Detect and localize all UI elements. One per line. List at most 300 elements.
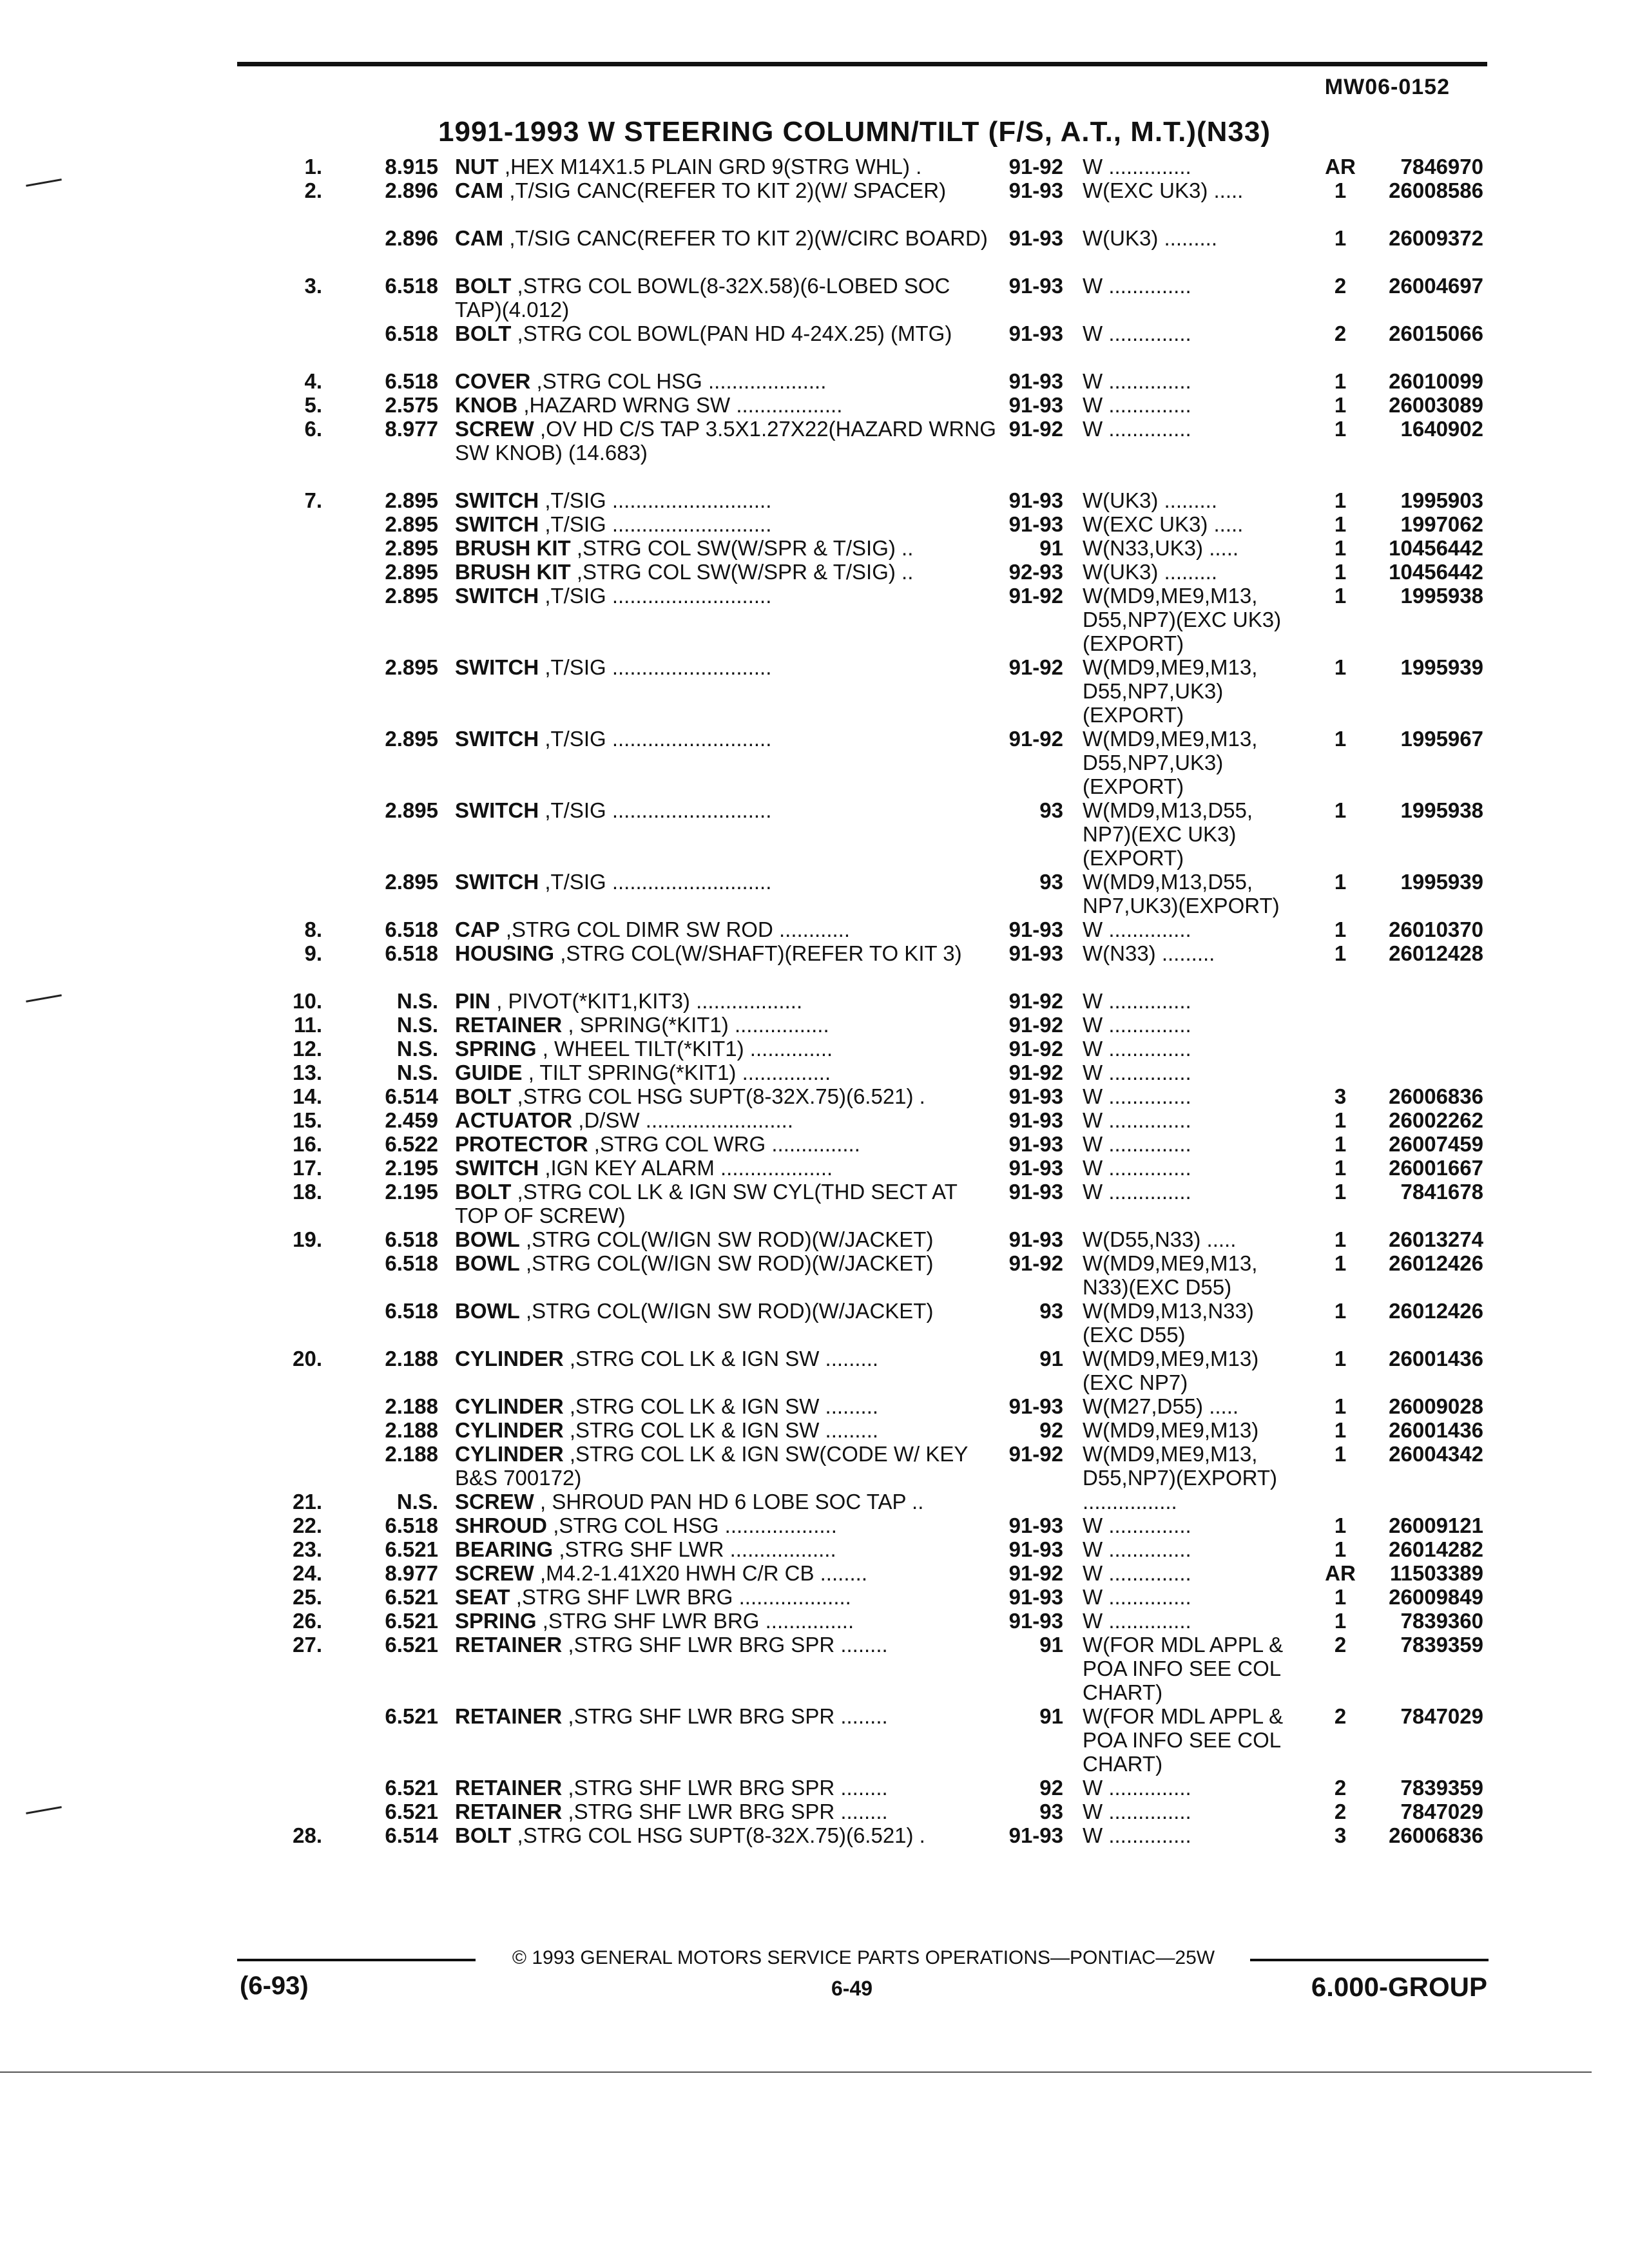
part-name: SWITCH [455, 727, 539, 751]
model-years: 91-92 [1008, 989, 1063, 1013]
model-application: W .............. [1083, 1156, 1191, 1180]
model-application: W .............. [1083, 1609, 1191, 1633]
item-number: 10. [293, 989, 322, 1013]
table-row [0, 1251, 1629, 1299]
part-detail: ,T/SIG ........................... [545, 798, 772, 822]
table-row [0, 274, 1629, 322]
table-row [0, 393, 1629, 417]
item-number: 27. [293, 1633, 322, 1657]
part-name: CYLINDER [455, 1442, 564, 1466]
part-detail: ,T/SIG CANC(REFER TO KIT 2)(W/CIRC BOARD) [509, 226, 988, 250]
table-row [0, 155, 1629, 178]
part-description [455, 369, 996, 393]
group-number: 2.188 [385, 1418, 438, 1442]
part-description [455, 989, 996, 1013]
part-number: 26012428 [1389, 941, 1483, 965]
quantity: 2 [1334, 274, 1347, 298]
group-number: 6.521 [385, 1585, 438, 1609]
table-row [0, 1561, 1629, 1585]
part-name: RETAINER [455, 1013, 563, 1037]
part-description [455, 1347, 996, 1370]
group-number: 2.195 [385, 1180, 438, 1204]
model-application: W .............. [1083, 1061, 1191, 1084]
part-description [455, 727, 996, 751]
part-description [455, 798, 996, 822]
quantity: 1 [1334, 1299, 1347, 1323]
model-years: 91-93 [1008, 1084, 1063, 1108]
model-application: W(EXC UK3) ..... [1083, 178, 1244, 202]
group-number: 2.895 [385, 584, 438, 608]
item-number: 5. [304, 393, 322, 417]
part-description [455, 1585, 996, 1609]
model-years: 92-93 [1008, 560, 1063, 584]
part-description [455, 1561, 996, 1585]
group-number: 2.895 [385, 560, 438, 584]
group-number: 6.521 [385, 1537, 438, 1561]
quantity: 1 [1334, 1394, 1347, 1418]
part-detail: ,IGN KEY ALARM ................... [545, 1156, 833, 1180]
group-number: 6.518 [385, 1227, 438, 1251]
item-number: 23. [293, 1537, 322, 1561]
group-number: 2.188 [385, 1347, 438, 1370]
footer-rule-right [1250, 1959, 1489, 1961]
part-description [455, 1418, 996, 1442]
model-years: 91-92 [1008, 1442, 1063, 1466]
model-years: 93 [1039, 798, 1063, 822]
model-application: W(MD9,ME9,M13, D55,NP7,UK3) (EXPORT) [1083, 727, 1258, 798]
group-number: N.S. [396, 1490, 438, 1514]
group-number: 8.915 [385, 155, 438, 178]
part-number: 7839359 [1400, 1633, 1483, 1657]
part-description [455, 1609, 996, 1633]
part-detail: , WHEEL TILT(*KIT1) .............. [542, 1037, 833, 1061]
item-number: 14. [293, 1084, 322, 1108]
part-number: 11503389 [1389, 1561, 1483, 1585]
quantity: 1 [1334, 417, 1347, 441]
item-number: 16. [293, 1132, 322, 1156]
part-name: PIN [455, 989, 491, 1013]
part-name: HOUSING [455, 941, 555, 965]
part-detail: ,STRG COL LK & IGN SW ......... [569, 1347, 879, 1370]
table-row [0, 1013, 1629, 1037]
model-application: W(UK3) ......... [1083, 226, 1218, 250]
part-description [455, 1132, 996, 1156]
item-number: 24. [293, 1561, 322, 1585]
item-number: 19. [293, 1227, 322, 1251]
part-number: 26013274 [1389, 1227, 1483, 1251]
item-number: 21. [293, 1490, 322, 1514]
model-application: W .............. [1083, 1013, 1191, 1037]
table-row [0, 798, 1629, 870]
part-number: 1640902 [1400, 417, 1483, 441]
model-years: 91 [1039, 1347, 1063, 1370]
page-number: 6-49 [831, 1977, 873, 2000]
part-description [455, 393, 996, 417]
part-name: RETAINER [455, 1633, 563, 1657]
part-number: 26008586 [1389, 178, 1483, 202]
part-name: CYLINDER [455, 1394, 564, 1418]
part-number: 7839360 [1400, 1609, 1483, 1633]
part-name: CYLINDER [455, 1347, 564, 1370]
model-application: W .............. [1083, 1108, 1191, 1132]
part-description [455, 1823, 996, 1847]
part-number: 26014282 [1389, 1537, 1483, 1561]
quantity: 1 [1334, 488, 1347, 512]
part-name: BOLT [455, 1084, 512, 1108]
quantity: 1 [1334, 536, 1347, 560]
item-number: 4. [304, 369, 322, 393]
part-description [455, 1514, 996, 1537]
part-detail: ,OV HD C/S TAP 3.5X1.27X22(HAZARD WRNG SW KNOB) (14.683) [455, 417, 996, 465]
model-application: W .............. [1083, 1132, 1191, 1156]
model-application: W(MD9,ME9,M13, D55,NP7,UK3) (EXPORT) [1083, 655, 1258, 727]
part-number: 26006836 [1389, 1823, 1483, 1847]
quantity: 1 [1334, 1180, 1347, 1204]
footer-date: (6-93) [240, 1972, 309, 2000]
quantity: 1 [1334, 727, 1347, 751]
item-number: 28. [293, 1823, 322, 1847]
quantity: 1 [1334, 1585, 1347, 1609]
part-name: SEAT [455, 1585, 510, 1609]
table-row [0, 1227, 1629, 1251]
model-application: W(MD9,ME9,M13, N33)(EXC D55) [1083, 1251, 1258, 1299]
table-row [0, 1180, 1629, 1227]
part-name: SWITCH [455, 584, 539, 608]
table-row [0, 1347, 1629, 1394]
part-description [455, 1227, 996, 1251]
quantity: 1 [1334, 393, 1347, 417]
part-detail: , TILT SPRING(*KIT1) ............... [528, 1061, 831, 1084]
table-row [0, 1800, 1629, 1823]
part-number: 1995939 [1400, 655, 1483, 679]
part-description [455, 488, 996, 512]
model-years: 93 [1039, 1299, 1063, 1323]
quantity: 1 [1334, 1132, 1347, 1156]
model-years: 91-92 [1008, 1037, 1063, 1061]
model-years: 91-93 [1008, 393, 1063, 417]
part-number: 26009028 [1389, 1394, 1483, 1418]
part-number: 26001436 [1389, 1347, 1483, 1370]
part-detail: ,T/SIG ........................... [545, 870, 772, 894]
model-application: W(MD9,ME9,M13) [1083, 1418, 1259, 1442]
part-description [455, 1800, 996, 1823]
model-application: W .............. [1083, 1180, 1191, 1204]
part-detail: , SPRING(*KIT1) ................ [568, 1013, 829, 1037]
part-name: CAM [455, 178, 504, 202]
part-detail: ,HEX M14X1.5 PLAIN GRD 9(STRG WHL) . [505, 155, 922, 178]
item-number: 8. [304, 918, 322, 941]
part-name: CAP [455, 918, 500, 941]
quantity: 1 [1334, 1442, 1347, 1466]
group-number: 2.895 [385, 655, 438, 679]
table-row [0, 1299, 1629, 1347]
part-number: 7841678 [1400, 1180, 1483, 1204]
quantity: 1 [1334, 1537, 1347, 1561]
model-application: W .............. [1083, 155, 1191, 178]
table-row [0, 1084, 1629, 1108]
part-name: SCREW [455, 417, 534, 441]
group-number: N.S. [396, 1037, 438, 1061]
quantity: 1 [1334, 178, 1347, 202]
group-number: 6.518 [385, 1514, 438, 1537]
part-name: BOWL [455, 1227, 520, 1251]
table-row [0, 727, 1629, 798]
part-number: 26006836 [1389, 1084, 1483, 1108]
part-number: 10456442 [1389, 536, 1483, 560]
group-number: 6.518 [385, 274, 438, 298]
group-number: 6.521 [385, 1633, 438, 1657]
part-detail: ,T/SIG ........................... [545, 727, 772, 751]
model-years: 91-93 [1008, 1823, 1063, 1847]
model-application: W .............. [1083, 989, 1191, 1013]
part-name: CAM [455, 226, 504, 250]
group-number: N.S. [396, 1013, 438, 1037]
quantity: 1 [1334, 1227, 1347, 1251]
quantity: 1 [1334, 941, 1347, 965]
item-number: 7. [304, 488, 322, 512]
part-detail: ,STRG SHF LWR BRG SPR ........ [568, 1776, 888, 1800]
model-years: 91-92 [1008, 417, 1063, 441]
part-name: SPRING [455, 1609, 537, 1633]
group-number: 6.521 [385, 1776, 438, 1800]
model-application: W(D55,N33) ..... [1083, 1227, 1237, 1251]
model-application: W(MD9,M13,N33) (EXC D55) [1083, 1299, 1254, 1347]
model-years: 91-93 [1008, 178, 1063, 202]
table-row [0, 488, 1629, 512]
model-application: W(MD9,M13,D55, NP7,UK3)(EXPORT) [1083, 870, 1280, 918]
group-number: 2.188 [385, 1394, 438, 1418]
part-number: 26002262 [1389, 1108, 1483, 1132]
item-number: 13. [293, 1061, 322, 1084]
part-detail: ,STRG COL(W/IGN SW ROD)(W/JACKET) [525, 1251, 934, 1275]
part-detail: ,STRG COL WRG ............... [593, 1132, 860, 1156]
part-number: 26004342 [1389, 1442, 1483, 1466]
quantity: 2 [1334, 1776, 1347, 1800]
part-description [455, 1061, 996, 1084]
group-number: N.S. [396, 1061, 438, 1084]
part-name: RETAINER [455, 1800, 563, 1823]
part-detail: ,STRG COL SW(W/SPR & T/SIG) .. [576, 560, 914, 584]
model-years: 91-93 [1008, 1227, 1063, 1251]
part-detail: ,STRG COL(W/SHAFT)(REFER TO KIT 3) [560, 941, 962, 965]
table-row [0, 1418, 1629, 1442]
model-application: W .............. [1083, 1776, 1191, 1800]
group-number: 2.896 [385, 178, 438, 202]
part-number: 26009121 [1389, 1514, 1483, 1537]
item-number: 17. [293, 1156, 322, 1180]
item-number: 15. [293, 1108, 322, 1132]
part-description [455, 870, 996, 894]
model-application: W .............. [1083, 369, 1191, 393]
bottom-rule [0, 2071, 1592, 2073]
part-number: 26007459 [1389, 1132, 1483, 1156]
model-years: 91-92 [1008, 1251, 1063, 1275]
part-number: 26009849 [1389, 1585, 1483, 1609]
quantity: 3 [1334, 1823, 1347, 1847]
group-number: 6.522 [385, 1132, 438, 1156]
table-row [0, 560, 1629, 584]
item-number: 1. [304, 155, 322, 178]
part-detail: ,M4.2-1.41X20 HWH C/R CB ........ [540, 1561, 867, 1585]
table-row [0, 1108, 1629, 1132]
part-description [455, 417, 996, 465]
part-name: RETAINER [455, 1776, 563, 1800]
table-row [0, 226, 1629, 274]
part-description [455, 1013, 996, 1037]
group-number: 6.518 [385, 322, 438, 345]
part-name: SCREW [455, 1561, 534, 1585]
part-number: 1995903 [1400, 488, 1483, 512]
model-years: 91-93 [1008, 512, 1063, 536]
group-number: 6.521 [385, 1704, 438, 1728]
table-row [0, 178, 1629, 226]
model-years: 91-93 [1008, 1132, 1063, 1156]
model-years: 91-92 [1008, 155, 1063, 178]
quantity: 2 [1334, 1633, 1347, 1657]
model-application: W .............. [1083, 1514, 1191, 1537]
group-number: 2.895 [385, 870, 438, 894]
quantity: 1 [1334, 655, 1347, 679]
part-description [455, 1394, 996, 1418]
table-row [0, 417, 1629, 488]
part-detail: ,STRG COL(W/IGN SW ROD)(W/JACKET) [525, 1299, 934, 1323]
part-name: NUT [455, 155, 499, 178]
table-row [0, 1061, 1629, 1084]
table-row [0, 1633, 1629, 1704]
part-number: 7839359 [1400, 1776, 1483, 1800]
part-detail: ,STRG SHF LWR BRG SPR ........ [568, 1800, 888, 1823]
group-number: 2.895 [385, 798, 438, 822]
part-description [455, 1108, 996, 1132]
table-row [0, 1394, 1629, 1418]
part-name: BOWL [455, 1251, 520, 1275]
table-row [0, 1514, 1629, 1537]
part-detail: , PIVOT(*KIT1,KIT3) .................. [496, 989, 803, 1013]
top-rule [237, 62, 1487, 66]
quantity: 1 [1334, 1609, 1347, 1633]
part-number: 7847029 [1400, 1800, 1483, 1823]
part-detail: ,STRG COL SW(W/SPR & T/SIG) .. [576, 536, 914, 560]
part-detail: ,T/SIG ........................... [545, 512, 772, 536]
part-number: 1997062 [1400, 512, 1483, 536]
item-number: 2. [304, 178, 322, 202]
part-name: SWITCH [455, 488, 539, 512]
part-description [455, 1084, 996, 1108]
item-number: 6. [304, 417, 322, 441]
model-application: W(EXC UK3) ..... [1083, 512, 1244, 536]
quantity: 1 [1334, 369, 1347, 393]
part-name: CYLINDER [455, 1418, 564, 1442]
part-name: SWITCH [455, 655, 539, 679]
part-description [455, 1776, 996, 1800]
part-detail: ,D/SW ......................... [578, 1108, 793, 1132]
quantity: 2 [1334, 1800, 1347, 1823]
part-detail: ,STRG SHF LWR BRG ................... [516, 1585, 851, 1609]
model-years: 91-93 [1008, 1609, 1063, 1633]
part-detail: ,HAZARD WRNG SW .................. [523, 393, 843, 417]
group-number: N.S. [396, 989, 438, 1013]
part-detail: , SHROUD PAN HD 6 LOBE SOC TAP .. [540, 1490, 924, 1514]
table-row [0, 1537, 1629, 1561]
part-description [455, 512, 996, 536]
table-row [0, 918, 1629, 941]
model-application: W .............. [1083, 1585, 1191, 1609]
model-application: W(MD9,ME9,M13, D55,NP7)(EXC UK3)(EXPORT) [1083, 584, 1282, 655]
part-detail: ,STRG COL(W/IGN SW ROD)(W/JACKET) [525, 1227, 934, 1251]
table-row [0, 1585, 1629, 1609]
model-application: W .............. [1083, 1537, 1191, 1561]
part-detail: ,STRG COL LK & IGN SW ......... [569, 1418, 879, 1442]
part-detail: ,STRG COL BOWL(8-32X.58)(6-LOBED SOC TAP)(4.012) [455, 274, 950, 322]
table-row [0, 1156, 1629, 1180]
group-number: 2.895 [385, 488, 438, 512]
group-number: 2.895 [385, 512, 438, 536]
part-number: 26001667 [1389, 1156, 1483, 1180]
part-number: 26015066 [1389, 322, 1483, 345]
footer-copyright: © 1993 GENERAL MOTORS SERVICE PARTS OPERATIONS—PONTIAC—25W [512, 1947, 1215, 1968]
model-years: 91-93 [1008, 1108, 1063, 1132]
part-detail: ,T/SIG ........................... [545, 584, 772, 608]
model-application: ................ [1083, 1490, 1177, 1514]
part-description [455, 1490, 996, 1514]
part-description [455, 1442, 996, 1490]
model-years: 91-92 [1008, 655, 1063, 679]
group-number: 2.896 [385, 226, 438, 250]
group-number: 8.977 [385, 1561, 438, 1585]
part-name: PROTECTOR [455, 1132, 588, 1156]
part-name: GUIDE [455, 1061, 523, 1084]
model-application: W(FOR MDL APPL & POA INFO SEE COL CHART) [1083, 1704, 1284, 1776]
quantity: 1 [1334, 918, 1347, 941]
table-row [0, 1776, 1629, 1800]
part-detail: ,STRG COL LK & IGN SW ......... [569, 1394, 879, 1418]
item-number: 26. [293, 1609, 322, 1633]
model-application: W .............. [1083, 322, 1191, 345]
part-name: SWITCH [455, 798, 539, 822]
model-years: 91-92 [1008, 584, 1063, 608]
table-row [0, 584, 1629, 655]
part-detail: ,T/SIG CANC(REFER TO KIT 2)(W/ SPACER) [509, 178, 947, 202]
part-number: 26010099 [1389, 369, 1483, 393]
item-number: 12. [293, 1037, 322, 1061]
model-years: 91-93 [1008, 226, 1063, 250]
part-description [455, 322, 996, 345]
quantity: 3 [1334, 1084, 1347, 1108]
quantity: AR [1325, 155, 1356, 178]
group-number: 2.895 [385, 536, 438, 560]
model-application: W(UK3) ......... [1083, 488, 1218, 512]
model-application: W .............. [1083, 1084, 1191, 1108]
part-detail: ,STRG SHF LWR BRG ............... [542, 1609, 854, 1633]
quantity: 1 [1334, 1108, 1347, 1132]
table-row [0, 322, 1629, 369]
table-row [0, 989, 1629, 1013]
table-row [0, 1037, 1629, 1061]
group-number: 6.518 [385, 369, 438, 393]
item-number: 3. [304, 274, 322, 298]
part-description [455, 1537, 996, 1561]
part-description [455, 1156, 996, 1180]
parts-table [0, 155, 1629, 1847]
model-years: 91-93 [1008, 274, 1063, 298]
group-number: 2.575 [385, 393, 438, 417]
model-application: W(N33) ......... [1083, 941, 1215, 965]
group-number: 2.895 [385, 727, 438, 751]
table-row [0, 1490, 1629, 1514]
part-name: BOLT [455, 1180, 512, 1204]
part-description [455, 941, 996, 965]
part-name: COVER [455, 369, 531, 393]
